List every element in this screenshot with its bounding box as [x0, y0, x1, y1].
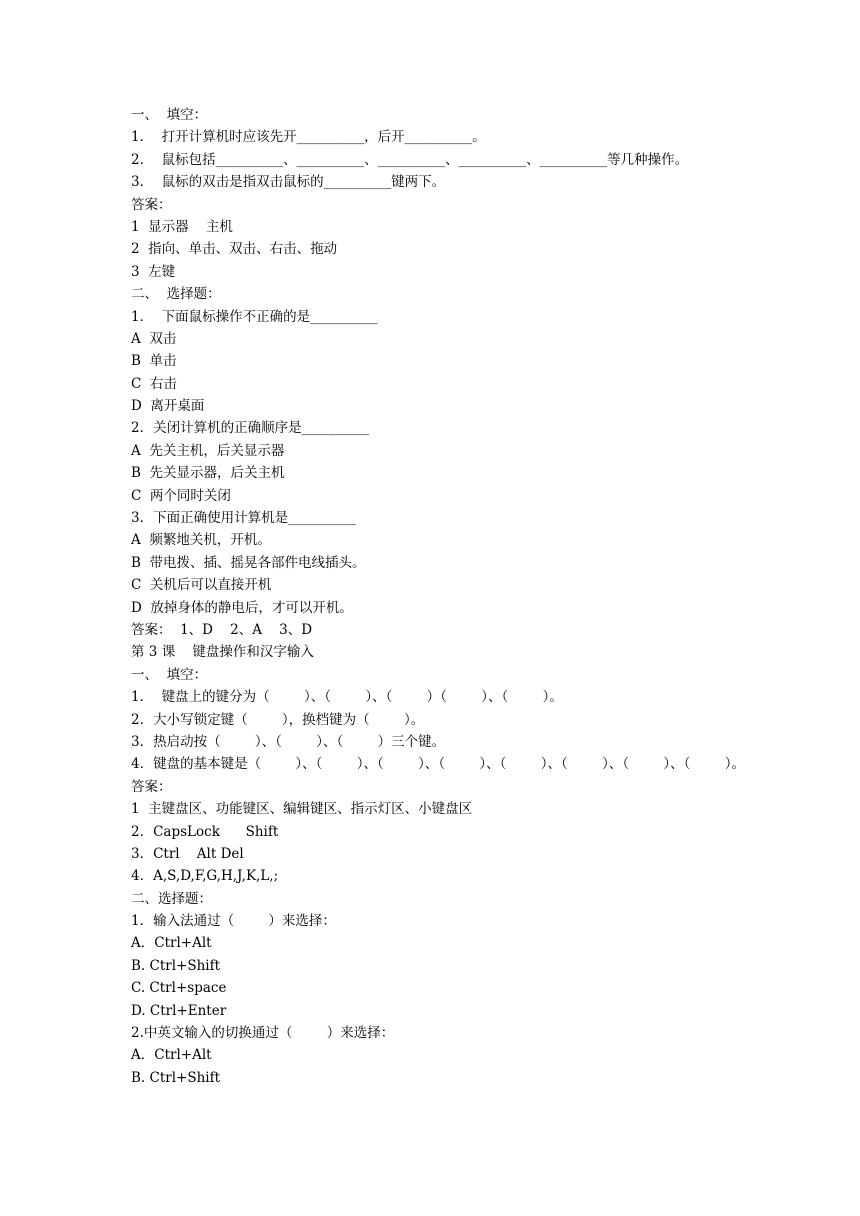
question-text: 1． 下面鼠标操作不正确的是__________	[131, 308, 378, 325]
option-text: A．Ctrl+Alt	[131, 1047, 212, 1064]
option-text: C. Ctrl+space	[131, 980, 227, 997]
option-text: C 关机后可以直接开机	[131, 577, 272, 594]
answer-text: 2．CapsLock Shift	[131, 823, 279, 840]
option-text: D 离开桌面	[131, 398, 205, 415]
option-text: A 双击	[131, 330, 177, 347]
option-text: B. Ctrl+Shift	[131, 957, 221, 974]
answer-text: 答案： 1、D 2、A 3、D	[131, 621, 313, 638]
document-page	[131, 104, 831, 1089]
answer-heading: 答案：	[131, 196, 172, 213]
option-text: D 放掉身体的静电后，才可以开机。	[131, 599, 353, 616]
question-text: 3．下面正确使用计算机是__________	[131, 510, 356, 527]
section-heading-choice: 二、选择题：	[131, 890, 212, 907]
answer-text: 1 显示器 主机	[131, 218, 233, 235]
answer-text: 4．A,S,D,F,G,H,J,K,L,;	[131, 868, 279, 885]
question-text: 3． 鼠标的双击是指双击鼠标的__________键两下。	[131, 174, 446, 191]
option-text: C 右击	[131, 375, 177, 392]
option-text: B 单击	[131, 353, 177, 370]
question-text: 2． 鼠标包括__________、__________、__________、__________、__________等几种操作。	[131, 151, 689, 168]
option-text: B. Ctrl+Shift	[131, 1069, 221, 1086]
question-text: 4．键盘的基本键是（ ）、（ ）、（ ）、（ ）、（ ）、（ ）、（ ）、（ ）。	[131, 756, 745, 773]
question-text: 1．输入法通过（ ）来选择：	[131, 913, 336, 930]
lesson-title: 第 3 课 键盘操作和汉字输入	[131, 644, 314, 661]
answer-text: 3．Ctrl Alt Del	[131, 845, 244, 862]
answer-text: 2 指向、单击、双击、右击、拖动	[131, 241, 338, 258]
answer-text: 3 左键	[131, 263, 176, 280]
option-text: C 两个同时关闭	[131, 487, 231, 504]
question-text: 1． 键盘上的键分为（ ）、（ ）、（ ）（ ）、（ ）。	[131, 689, 563, 706]
option-text: B 先关显示器，后关主机	[131, 465, 285, 482]
option-text: B 带电拨、插、摇晃各部件电线插头。	[131, 554, 366, 571]
answer-heading: 答案：	[131, 778, 172, 795]
question-text: 2.中英文输入的切换通过（ ）来选择：	[131, 1025, 395, 1042]
question-text: 3．热启动按（ ）、（ ）、（ ）三个键。	[131, 733, 446, 750]
option-text: D. Ctrl+Enter	[131, 1002, 227, 1019]
question-text: 2．关闭计算机的正确顺序是__________	[131, 420, 370, 437]
question-text: 2．大小写锁定键（ ），换档键为（ ）。	[131, 711, 425, 728]
section-heading-fill-blank: 一、 填空：	[131, 107, 208, 123]
option-text: A 先关主机，后关显示器	[131, 442, 285, 459]
option-text: A．Ctrl+Alt	[131, 935, 212, 952]
section-heading-fill-blank: 一、 填空：	[131, 666, 208, 683]
option-text: A 频繁地关机，开机。	[131, 532, 271, 549]
question-text: 1． 打开计算机时应该先开__________，后开__________。	[131, 129, 486, 146]
answer-text: 1 主键盘区、功能键区、编辑键区、指示灯区、小键盘区	[131, 801, 473, 818]
section-heading-choice: 二、 选择题：	[131, 286, 221, 303]
